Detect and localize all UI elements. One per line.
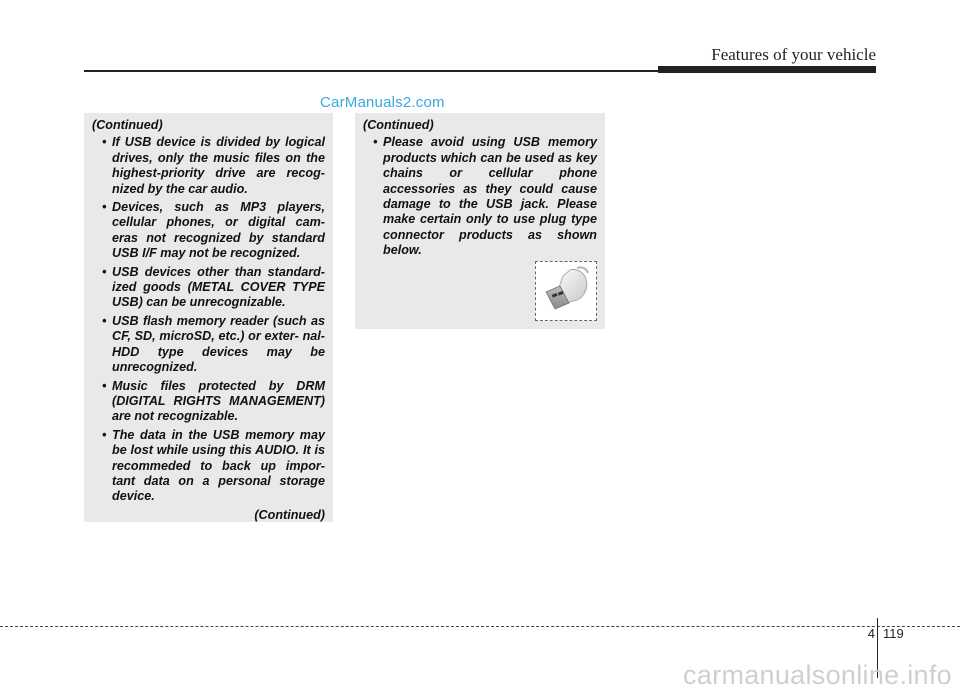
- bullet-list: [363, 135, 597, 258]
- list-item: • Music files protected by DRM (DIGITAL RIGHTS MANAGEMENT) are not recognizable.: [102, 378, 325, 424]
- bullet-icon: •: [102, 427, 107, 442]
- note-box-left: [84, 113, 333, 522]
- list-item: • If USB device is divided by logical drives, only the music files on the highest-priority drive are recog- nized by the car audio.: [102, 135, 325, 196]
- bullet-icon: •: [102, 200, 107, 215]
- usb-plug-icon: [536, 262, 596, 320]
- page-number: 119: [883, 626, 904, 641]
- header-rule-thick: [658, 66, 876, 73]
- bullet-icon: •: [373, 135, 378, 150]
- list-item: • Please avoid using USB memory products which can be used as key chains or cellular phone accessories as they could cause damage to the USB jack. Please make certain only to use plug type connector products as shown below.: [373, 135, 597, 258]
- continued-label-bottom: (Continued): [254, 507, 325, 522]
- continued-label-top: (Continued): [92, 118, 163, 132]
- bullet-icon: •: [102, 135, 107, 150]
- usb-image-frame: [535, 261, 597, 321]
- section-title: Features of your vehicle: [711, 45, 876, 64]
- chapter-number: 4: [867, 626, 875, 641]
- footer-rule: [0, 626, 960, 627]
- header-rule: [84, 70, 660, 72]
- bullet-icon: •: [102, 264, 107, 279]
- list-item: • The data in the USB memory may be lost while using this AUDIO. It is recommeded to back up impor- tant data on a personal storage device.: [102, 427, 325, 504]
- list-item: • Devices, such as MP3 players, cellular phones, or digital cam- eras not recognized by standard USB I/F may not be recognized.: [102, 200, 325, 261]
- list-item: • USB devices other than standard- ized goods (METAL COVER TYPE USB) can be unrecognizable.: [102, 264, 325, 310]
- list-item: • USB flash memory reader (such as CF, SD, microSD, etc.) or exter- nal-HDD type devices may be unrecognized.: [102, 313, 325, 375]
- bullet-icon: •: [102, 378, 107, 393]
- continued-label-top: (Continued): [363, 118, 434, 132]
- bullet-icon: •: [102, 313, 107, 328]
- footer-watermark: carmanualsonline.info: [683, 660, 952, 690]
- bullet-list: [92, 135, 325, 504]
- site-watermark: CarManuals2.com: [320, 94, 445, 111]
